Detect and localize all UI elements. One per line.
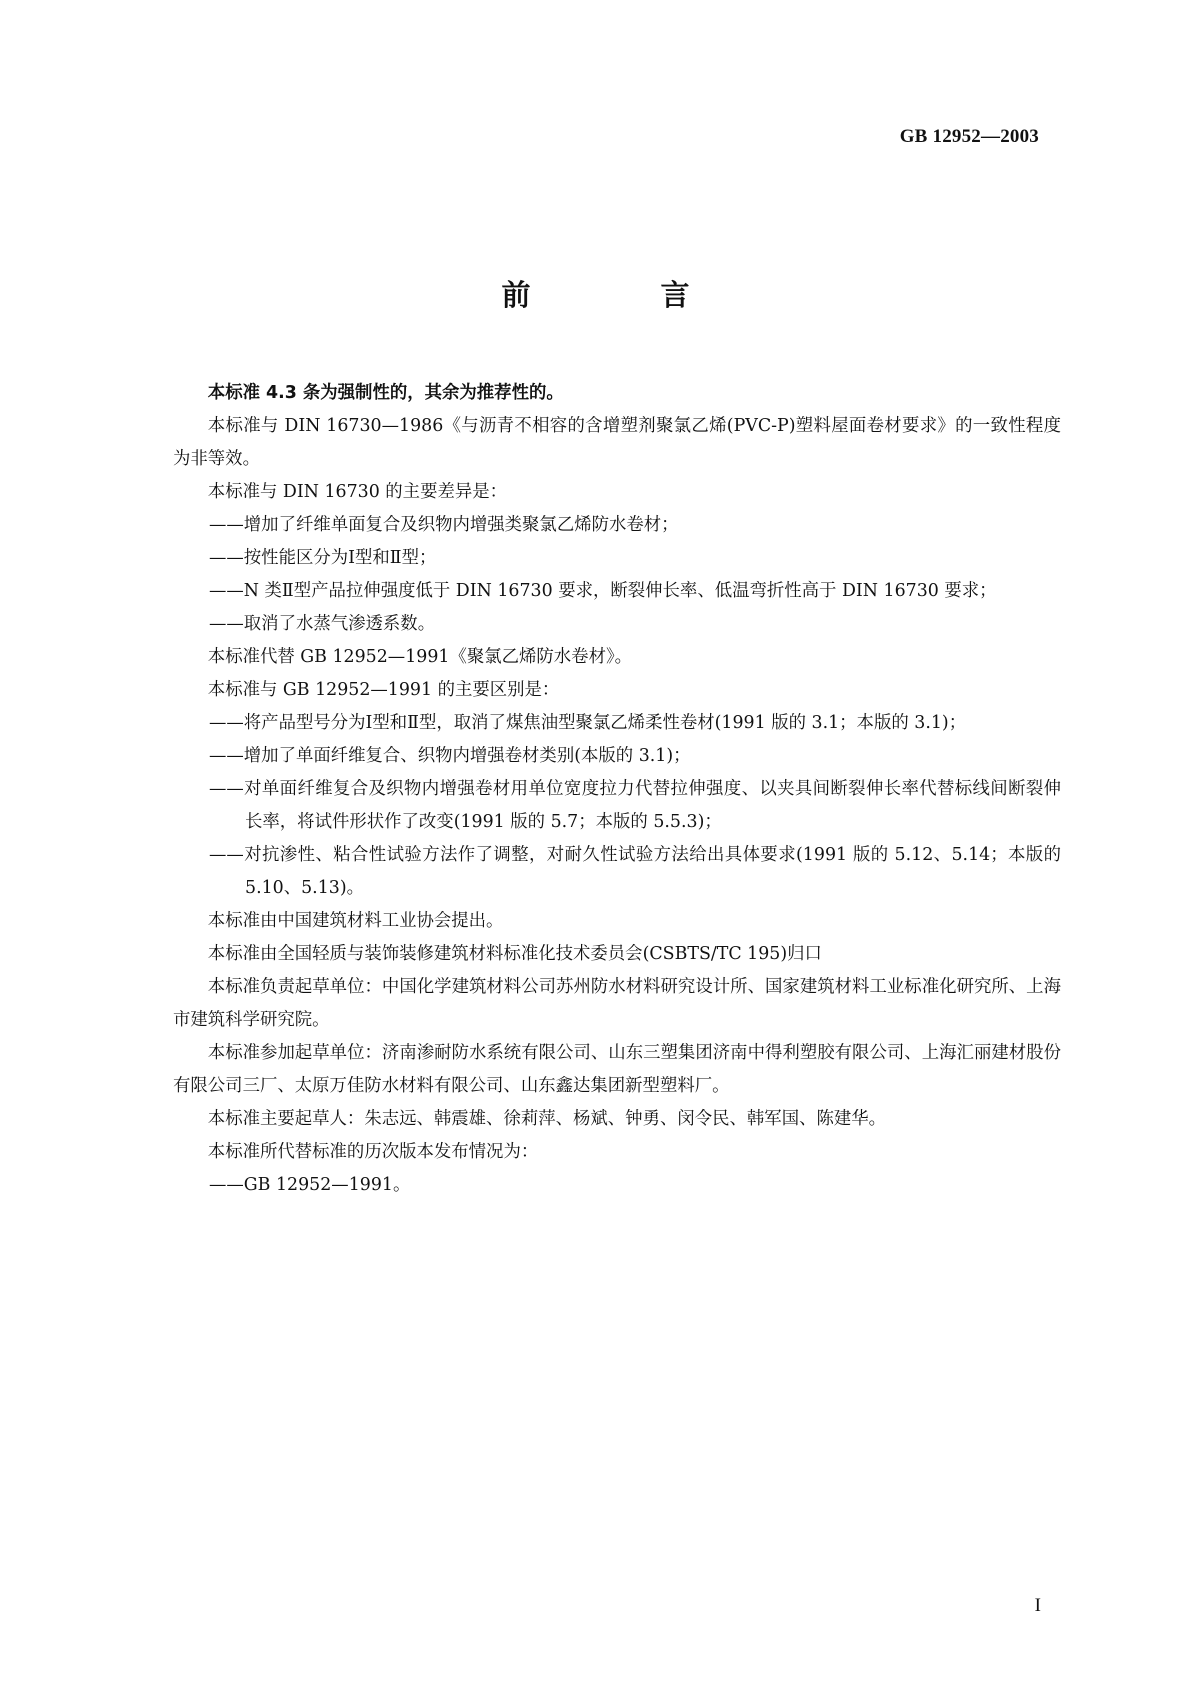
list-item: ——对抗渗性、粘合性试验方法作了调整，对耐久性试验方法给出具体要求(1991 版的 5.12、5.14；本版的 5.10、5.13)。 bbox=[209, 845, 1061, 898]
page-title: 前 言 bbox=[501, 278, 750, 312]
page-number: I bbox=[1034, 1595, 1041, 1616]
paragraph-under-jurisdiction: 本标准由全国轻质与装饰装修建筑材料标准化技术委员会(CSBTS/TC 195)归口 bbox=[207, 944, 822, 964]
paragraph-participating-units: 本标准参加起草单位：济南渗耐防水系统有限公司、山东三塑集团济南中得利塑胶有限公司、上海汇丽建材股份有限公司三厂、太原万佳防水材料有限公司、山东鑫达集团新型塑料厂。 bbox=[173, 1043, 1061, 1096]
list-item: ——增加了单面纤维复合、织物内增强卷材类别(本版的 3.1)； bbox=[209, 746, 691, 766]
paragraph-previous-editions: 本标准所代替标准的历次版本发布情况为： bbox=[207, 1142, 539, 1162]
list-item: ——对单面纤维复合及织物内增强卷材用单位宽度拉力代替拉伸强度、以夹具间断裂伸长率代替标线间断裂伸长率，将试件形状作了改变(1991 版的 5.7；本版的 5.5.3)； bbox=[209, 779, 1061, 832]
paragraph-equivalence: 本标准与 DIN 16730—1986《与沥青不相容的含增塑剂聚氯乙烯(PVC-P)塑料屋面卷材要求》的一致性程度为非等效。 bbox=[173, 416, 1061, 469]
list-item: ——GB 12952—1991。 bbox=[209, 1175, 411, 1195]
list-item: ——N 类Ⅱ型产品拉伸强度低于 DIN 16730 要求，断裂伸长率、低温弯折性高于 DIN 16730 要求； bbox=[209, 581, 997, 601]
paragraph-drafters: 本标准主要起草人：朱志远、韩震雄、徐莉萍、杨斌、钟勇、闵令民、韩军国、陈建华。 bbox=[207, 1109, 887, 1129]
list-item: ——增加了纤维单面复合及织物内增强类聚氯乙烯防水卷材； bbox=[209, 515, 679, 535]
list-item: ——取消了水蒸气渗透系数。 bbox=[209, 614, 436, 634]
standard-number: GB 12952—2003 bbox=[899, 126, 1039, 147]
list-item: ——按性能区分为Ⅰ型和Ⅱ型； bbox=[209, 548, 437, 568]
list-item: ——将产品型号分为Ⅰ型和Ⅱ型，取消了煤焦油型聚氯乙烯柔性卷材(1991 版的 3.1；本版的 3.1)； bbox=[209, 713, 967, 733]
paragraph-gb-differences-intro: 本标准与 GB 12952—1991 的主要区别是： bbox=[207, 680, 560, 700]
foreword-body bbox=[173, 377, 1061, 1202]
paragraph-din-differences-intro: 本标准与 DIN 16730 的主要差异是： bbox=[207, 482, 508, 502]
paragraph-proposed-by: 本标准由中国建筑材料工业协会提出。 bbox=[207, 911, 504, 931]
paragraph-drafting-unit: 本标准负责起草单位：中国化学建筑材料公司苏州防水材料研究设计所、国家建筑材料工业标准化研究所、上海市建筑科学研究院。 bbox=[173, 977, 1061, 1030]
mandatory-clause-statement: 本标准 4.3 条为强制性的，其余为推荐性的。 bbox=[207, 383, 564, 403]
paragraph-replaces: 本标准代替 GB 12952—1991《聚氯乙烯防水卷材》。 bbox=[207, 647, 633, 667]
